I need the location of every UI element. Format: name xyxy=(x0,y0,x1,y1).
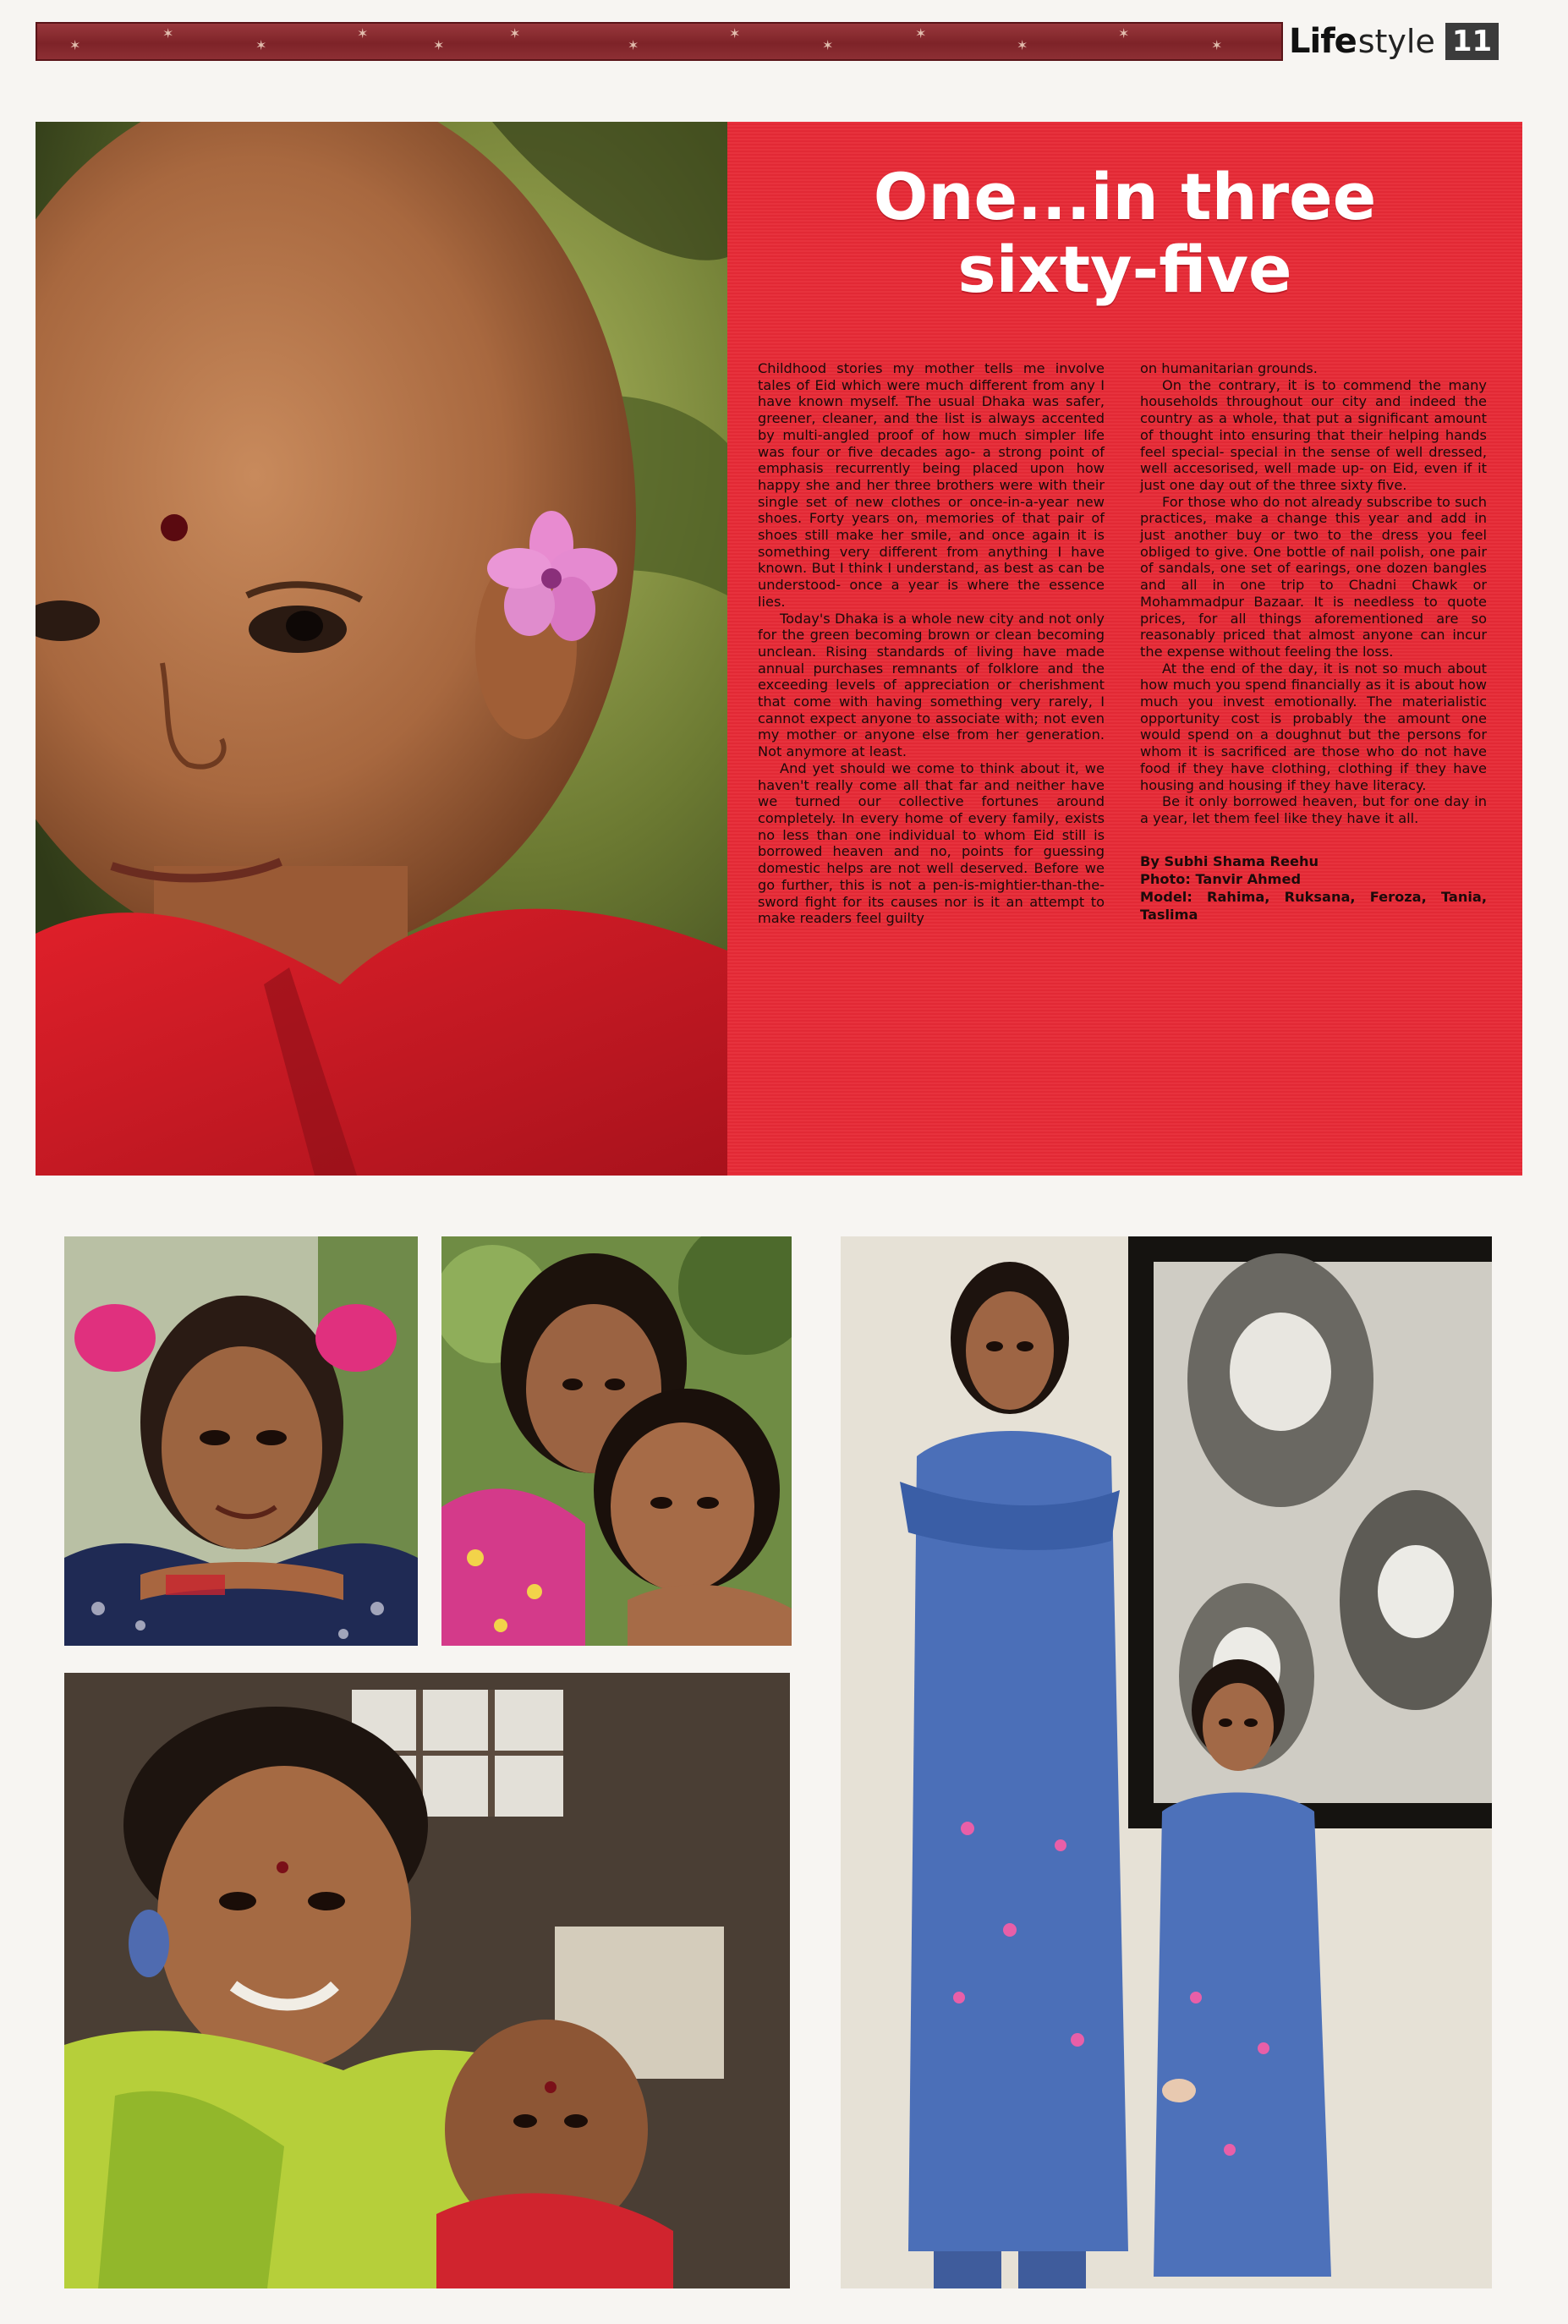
hero-photo-illustration xyxy=(36,122,727,1176)
byline: By Subhi Shama Reehu xyxy=(1140,852,1319,869)
article-column-2 xyxy=(1140,360,1487,924)
photo-illustration xyxy=(841,1236,1492,2288)
page-number: 11 xyxy=(1445,23,1499,60)
band-sparkle-icon: ✶ xyxy=(1211,37,1223,53)
section-name-bold: Life xyxy=(1289,22,1357,61)
band-sparkle-icon: ✶ xyxy=(822,37,834,53)
hero-photo-boy xyxy=(36,122,727,1176)
photo-two-girls xyxy=(441,1236,792,1646)
band-sparkle-icon: ✶ xyxy=(1017,37,1028,53)
band-sparkle-icon: ✶ xyxy=(433,37,445,53)
photo-credit: Photo: Tanvir Ahmed xyxy=(1140,870,1302,887)
section-name-rest: style xyxy=(1357,23,1435,60)
photo-woman-with-child xyxy=(64,1673,790,2288)
band-sparkle-icon: ✶ xyxy=(255,37,267,53)
band-sparkle-icon: ✶ xyxy=(1118,25,1130,41)
article-paragraph: Today's Dhaka is a whole new city and not only for the green becoming brown or clean becoming unclean. Rising standards of living have made annual purchases remnants of folklore and the exceeding levels of appreciation or cherishment that come with having something very rarely, I cannot expect anyone to associate with; not even my mother or anyone else from her generation. Not anymore at least. xyxy=(758,610,1105,760)
article-paragraph: Childhood stories my mother tells me involve tales of Eid which were much different from any I have known myself. The usual Dhaka was safer, greener, cleaner, and the list is always accented by multi-angled proof of how much simpler life was four or five decades ago- a strong point of emphasis recurrently being placed upon how happy she and her three brothers were with their single set of new clothes or once-in-a-year new shoes. Forty years on, memories of that pair of shoes still make her smile, and once again it is something very different from anything I have known. But I think I understand, as best as can be understood- once a year is where the essence lies. xyxy=(758,360,1105,610)
photo-illustration xyxy=(441,1236,792,1646)
headline-line-2: sixty-five xyxy=(957,232,1292,307)
article-headline xyxy=(727,161,1522,306)
photo-girl-pink-bows xyxy=(64,1236,418,1646)
article-paragraph: For those who do not already subscribe to such practices, make a change this year and add in just another buy or two to the dress you feel obliged to give. One bottle of nail polish, one pair of sandals, one set of earings, one dozen bangles and all in one trip to Chadni Chawk or Mohammadpur Bazaar. It is needless to quote prices, for all things aforementioned are so reasonably priced that almost anyone can incur the expense without feeling the loss. xyxy=(1140,493,1487,660)
article-paragraph: on humanitarian grounds. xyxy=(1140,360,1318,376)
band-sparkle-icon: ✶ xyxy=(357,25,369,41)
band-sparkle-icon: ✶ xyxy=(729,25,741,41)
photo-illustration xyxy=(64,1236,418,1646)
photo-girls-in-blue-by-artwork xyxy=(841,1236,1492,2288)
band-sparkle-icon: ✶ xyxy=(509,25,521,41)
headline-line-1: One...in three xyxy=(873,159,1377,234)
article-paragraph: Be it only borrowed heaven, but for one day in a year, let them feel like they have it all. xyxy=(1140,793,1487,826)
header-decorative-band xyxy=(36,22,1283,61)
article-column-1 xyxy=(758,360,1105,927)
band-sparkle-icon: ✶ xyxy=(162,25,174,41)
section-masthead xyxy=(1289,19,1492,64)
photo-illustration xyxy=(64,1673,790,2288)
band-sparkle-icon: ✶ xyxy=(628,37,639,53)
article-paragraph: And yet should we come to think about it, we haven't really come all that far and neither have we turned our collective fortunes around completely. In every home of every family, exists no less than one individual to whom Eid still is borrowed heaven and no, points for guessing domestic helps are not well deserved. Before we go further, this is not a pen-is-mightier-than-the-sword fight for its causes nor is it an attempt to make readers feel guilty xyxy=(758,759,1105,927)
article-credits xyxy=(1140,852,1487,924)
band-sparkle-icon: ✶ xyxy=(915,25,927,41)
models-credit: Model: Rahima, Ruksana, Feroza, Tania, Taslima xyxy=(1140,888,1487,923)
band-sparkle-icon: ✶ xyxy=(69,37,81,53)
article-panel xyxy=(727,122,1522,1176)
article-paragraph: At the end of the day, it is not so much about how much you spend financially as it is about how much you invest emotionally. The materialistic opportunity cost is probably the amount one would spend on a doughnut but the persons for whom it is sacrificed are those who do not have food if they have clothing, clothing if they have housing and housing if they have literacy. xyxy=(1140,660,1487,793)
article-paragraph: On the contrary, it is to commend the many households throughout our city and indeed the country as a whole, that put a significant amount of thought into ensuring that their helping hands feel special- special in the sense of well dressed, well accesorised, well made up- on Eid, even if it just one day out of the three sixty five. xyxy=(1140,376,1487,493)
